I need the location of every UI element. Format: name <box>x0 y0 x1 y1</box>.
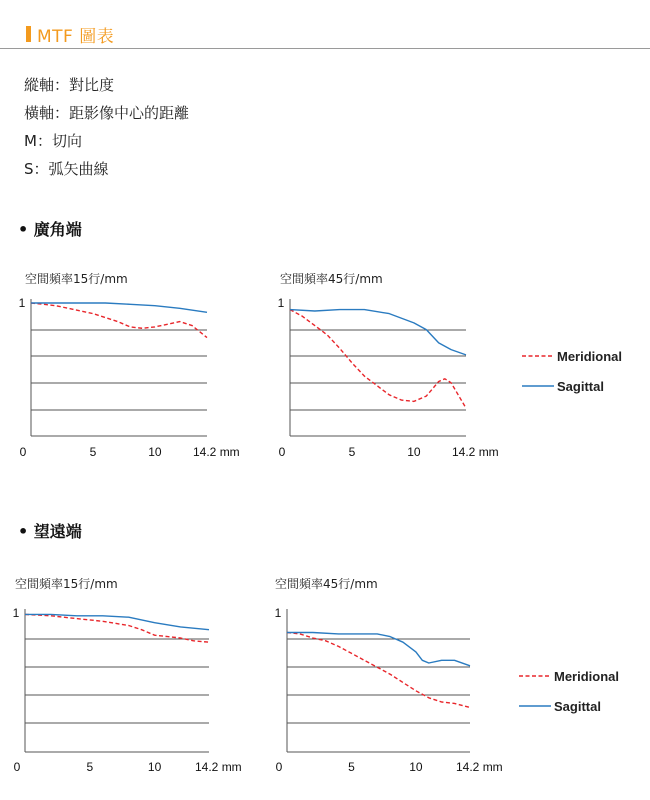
note-vertical-axis: 縱軸：對比度 <box>24 76 115 94</box>
x-tick-label-0-0: 0 <box>19 445 27 459</box>
series-sagittal-1 <box>290 310 466 355</box>
series-sagittal-3 <box>287 633 470 666</box>
x-tick-label-2-0: 0 <box>13 760 21 774</box>
x-tick-label-3-3: 14.2 mm <box>456 760 503 774</box>
note-sagittal: S：弧矢曲線 <box>24 160 109 178</box>
note-meridional: M：切向 <box>24 132 82 150</box>
series-sagittal-2 <box>25 614 209 629</box>
x-tick-label-0-1: 5 <box>89 445 97 459</box>
chart-title-2: 空間頻率15行/mm <box>15 577 118 591</box>
y-tick-label-3: 1 <box>274 606 282 620</box>
chart-title-1: 空間頻率45行/mm <box>280 272 383 286</box>
x-tick-label-1-0: 0 <box>278 445 286 459</box>
series-meridional-3 <box>287 633 470 708</box>
x-tick-label-3-1: 5 <box>348 760 355 774</box>
legend-sagittal-label-1: Sagittal <box>554 699 601 714</box>
x-tick-label-2-2: 10 <box>147 760 162 774</box>
series-sagittal-0 <box>31 303 207 312</box>
x-tick-label-2-1: 5 <box>86 760 94 774</box>
y-tick-label-0: 1 <box>18 296 26 310</box>
x-tick-label-3-2: 10 <box>409 760 423 774</box>
chart-title-0: 空間頻率15行/mm <box>25 272 128 286</box>
chart-title-3: 空間頻率45行/mm <box>275 577 378 591</box>
series-meridional-1 <box>290 310 466 409</box>
section-title-tele: • 望遠端 <box>18 522 82 541</box>
legend-meridional-label-1: Meridional <box>554 669 620 684</box>
x-tick-label-3-0: 0 <box>275 760 283 774</box>
x-tick-label-2-3: 14.2 mm <box>195 760 242 774</box>
section-title-wide: • 廣角端 <box>18 220 82 239</box>
y-tick-label-2: 1 <box>12 606 20 620</box>
x-tick-label-1-1: 5 <box>348 445 356 459</box>
legend-meridional-label-0: Meridional <box>557 349 623 364</box>
x-tick-label-0-3: 14.2 mm <box>193 445 240 459</box>
series-meridional-2 <box>25 614 209 642</box>
page-title: MTF 圖表 <box>37 27 115 47</box>
x-tick-label-1-2: 10 <box>407 445 421 459</box>
x-tick-label-0-2: 10 <box>148 445 162 459</box>
x-tick-label-1-3: 14.2 mm <box>452 445 499 459</box>
legend-sagittal-label-0: Sagittal <box>557 379 604 394</box>
y-tick-label-1: 1 <box>277 296 285 310</box>
note-horizontal-axis: 橫軸：距影像中心的距離 <box>24 104 190 122</box>
